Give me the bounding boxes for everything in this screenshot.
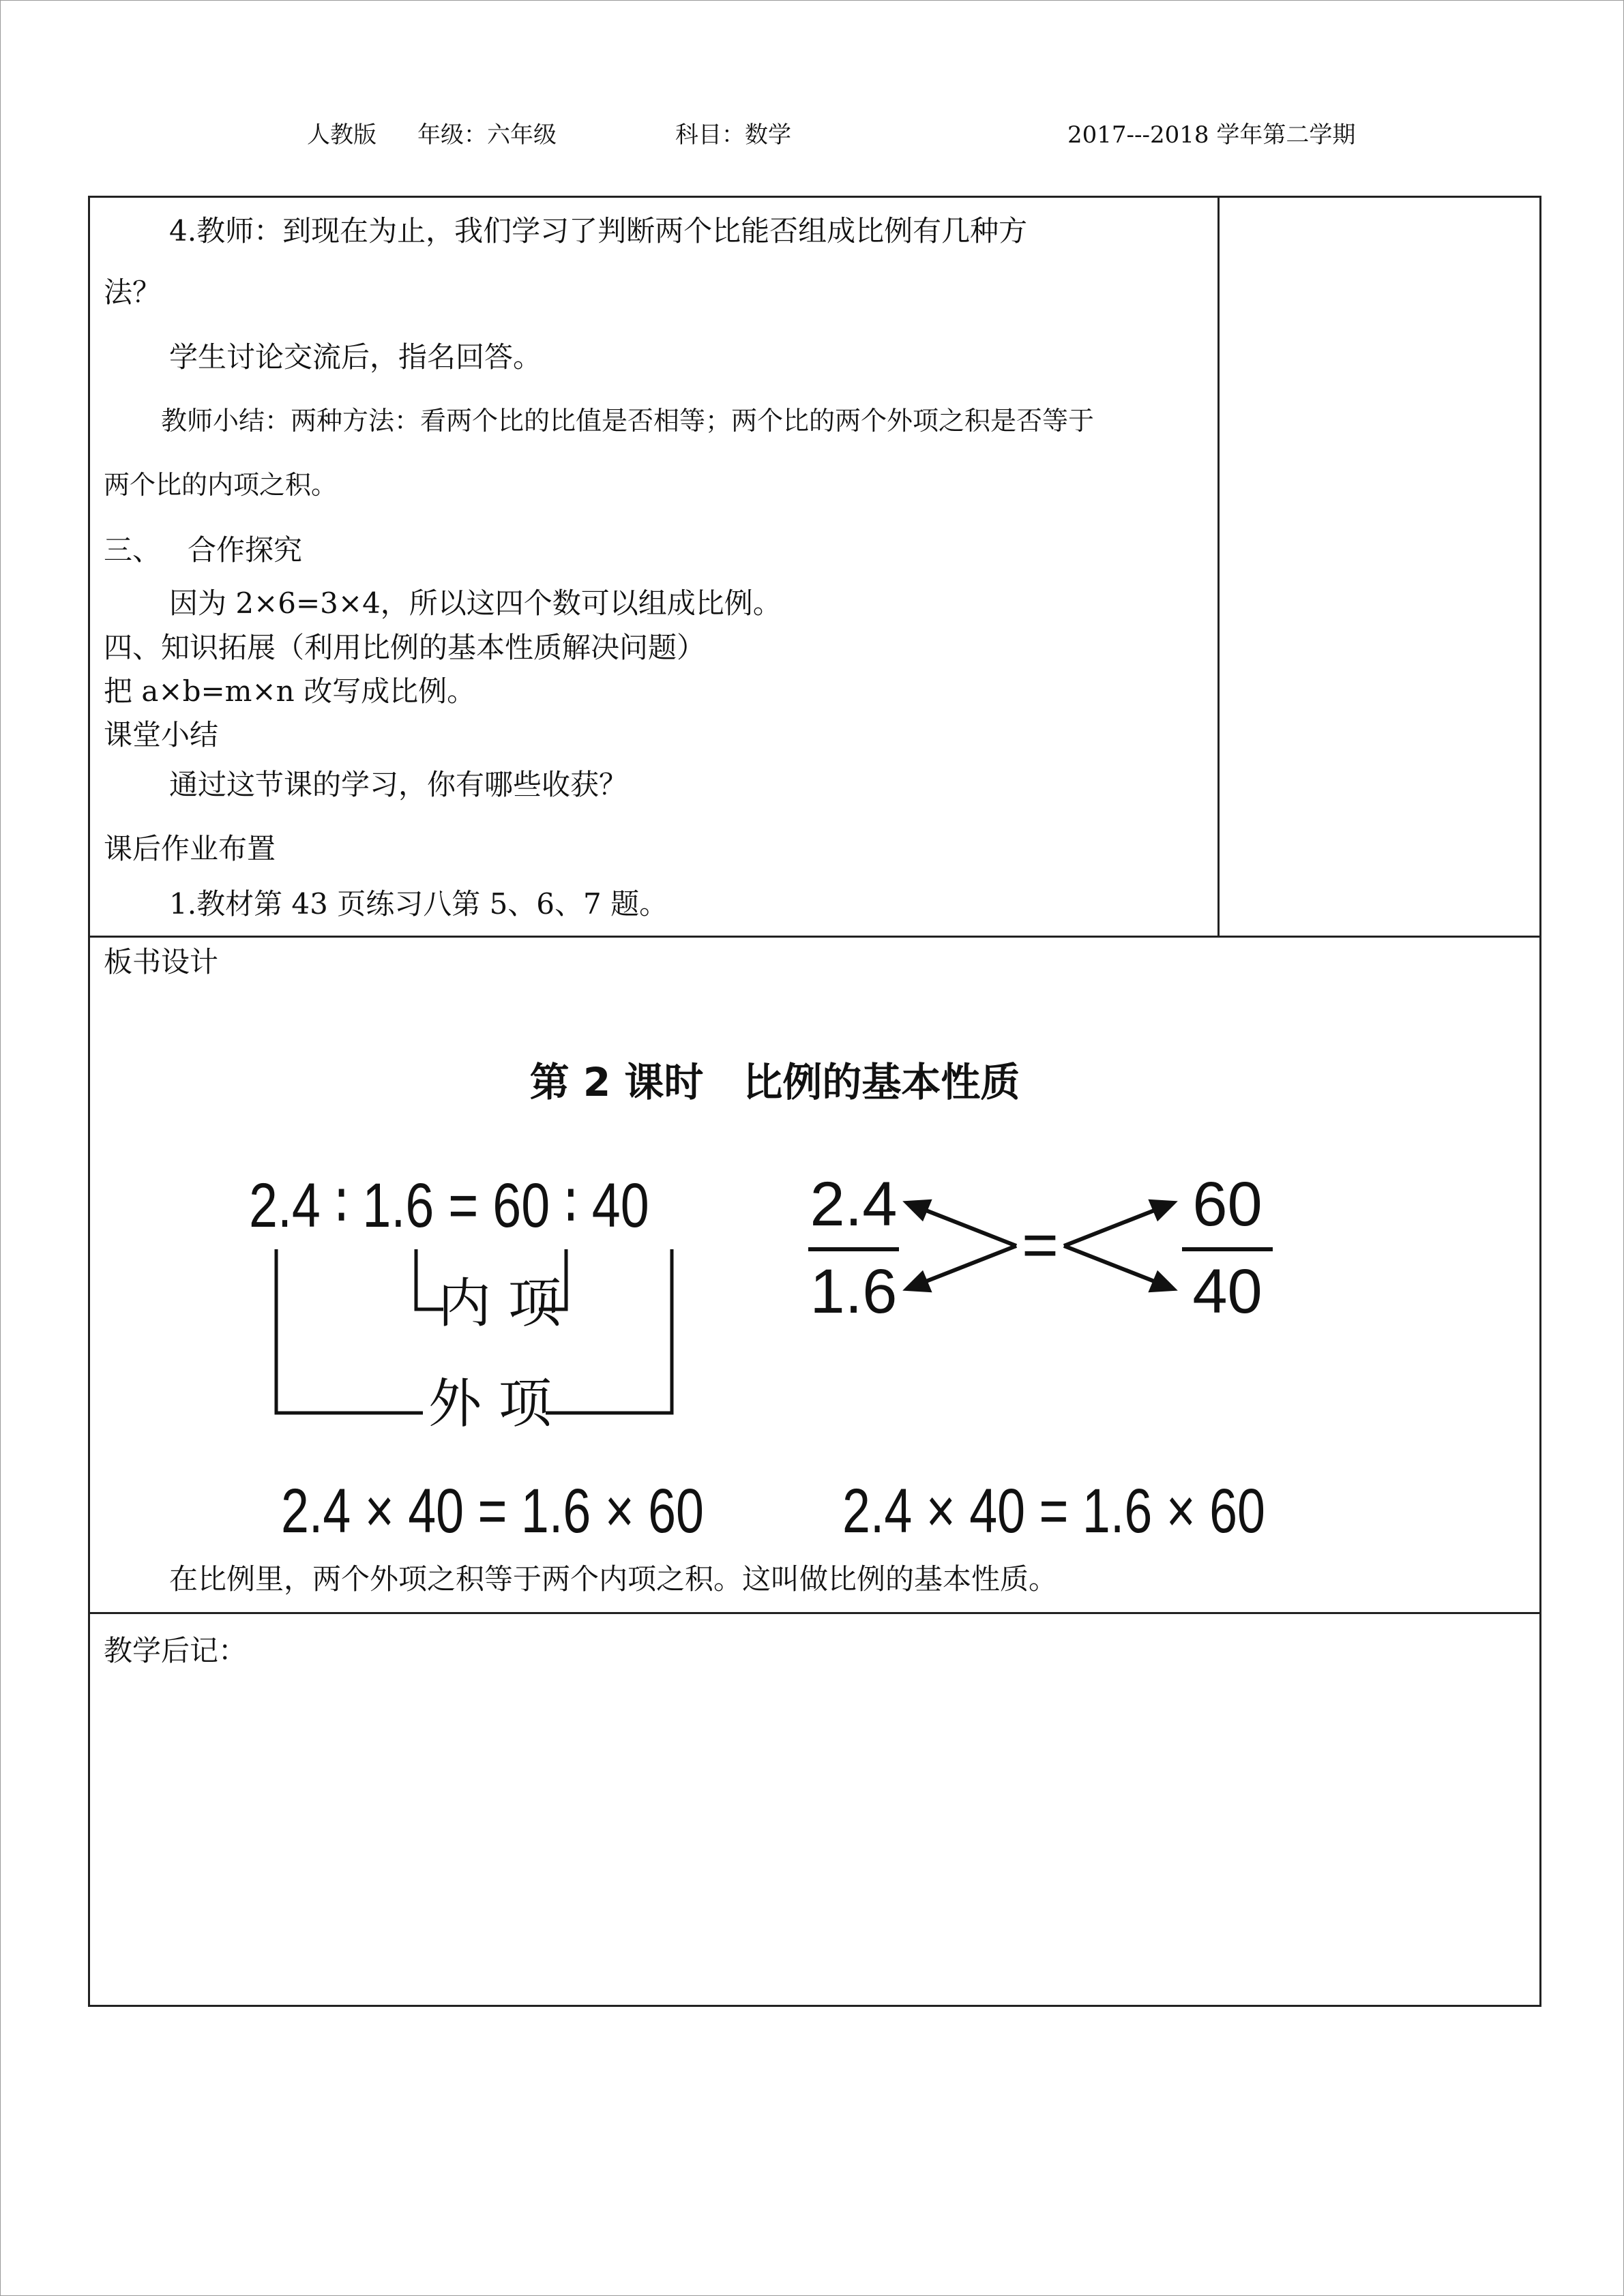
section-3-number: 三、 — [104, 533, 162, 567]
teacher-summary-cont: 两个比的内项之积。 — [104, 470, 338, 500]
teaching-postscript-label: 教学后记： — [104, 1634, 248, 1667]
fraction-equals-sign: = — [1022, 1210, 1059, 1280]
fraction-left-denominator: 1.6 — [810, 1257, 898, 1326]
inner-terms-label: 内 项 — [438, 1273, 561, 1335]
teacher-question-4: 4.教师：到现在为止，我们学习了判断两个比能否组成比例有几种方 — [169, 214, 1028, 248]
because-statement: 因为 2×6=3×4，所以这四个数可以组成比例。 — [169, 586, 782, 620]
header-term: 2017---2018 学年第二学期 — [1067, 121, 1356, 149]
fraction-right-numerator: 60 — [1192, 1169, 1263, 1239]
product-equation-right: 2.4 × 40 = 1.6 × 60 — [842, 1476, 1265, 1546]
header-subject: 科目：数学 — [675, 121, 791, 149]
student-discussion: 学生讨论交流后，指名回答。 — [169, 340, 542, 374]
teacher-question-4-cont: 法？ — [104, 275, 162, 309]
board-title: 第 2 课时 比例的基本性质 — [529, 1059, 1020, 1105]
header-grade: 年级：六年级 — [417, 121, 557, 149]
section-4-title: 四、知识拓展（利用比例的基本性质解决问题） — [104, 631, 706, 664]
fraction-right-denominator: 40 — [1192, 1257, 1263, 1326]
basic-property-statement: 在比例里，两个外项之积等于两个内项之积。这叫做比例的基本性质。 — [169, 1562, 1058, 1596]
teacher-summary: 教师小结：两种方法：看两个比的比值是否相等；两个比的两个外项之积是否等于 — [161, 406, 1095, 436]
class-summary-question: 通过这节课的学习，你有哪些收获？ — [169, 768, 628, 801]
header-publisher: 人教版 — [307, 121, 377, 149]
section-3-title: 合作探究 — [188, 533, 303, 567]
class-summary-title: 课堂小结 — [104, 718, 219, 751]
rewrite-task: 把 a×b=m×n 改写成比例。 — [104, 674, 476, 708]
proportion-expression: 2.4 ∶ 1.6 = 60 ∶ 40 — [249, 1171, 649, 1240]
board-design-label: 板书设计 — [104, 945, 219, 979]
outer-bracket-line — [276, 1249, 423, 1413]
fraction-left-numerator: 2.4 — [810, 1169, 898, 1239]
product-equation-left: 2.4 × 40 = 1.6 × 60 — [281, 1476, 704, 1546]
homework-title: 课后作业布置 — [104, 832, 276, 865]
homework-item: 1.教材第 43 页练习八第 5、6、7 题。 — [169, 887, 668, 921]
outer-terms-label: 外 项 — [428, 1373, 552, 1435]
